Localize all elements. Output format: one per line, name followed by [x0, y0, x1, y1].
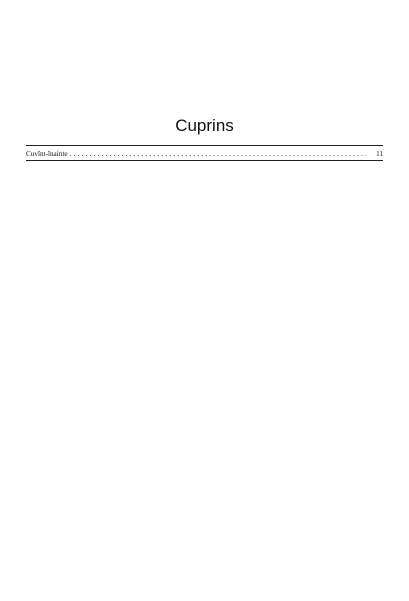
top-rule [26, 145, 383, 146]
entry-page-number: 11 [367, 150, 383, 158]
entry-title [26, 150, 366, 158]
bottom-rule [26, 160, 383, 161]
page-title: Cuprins [175, 116, 234, 135]
entry-title-text: Cuvînt-înainte [26, 150, 68, 158]
